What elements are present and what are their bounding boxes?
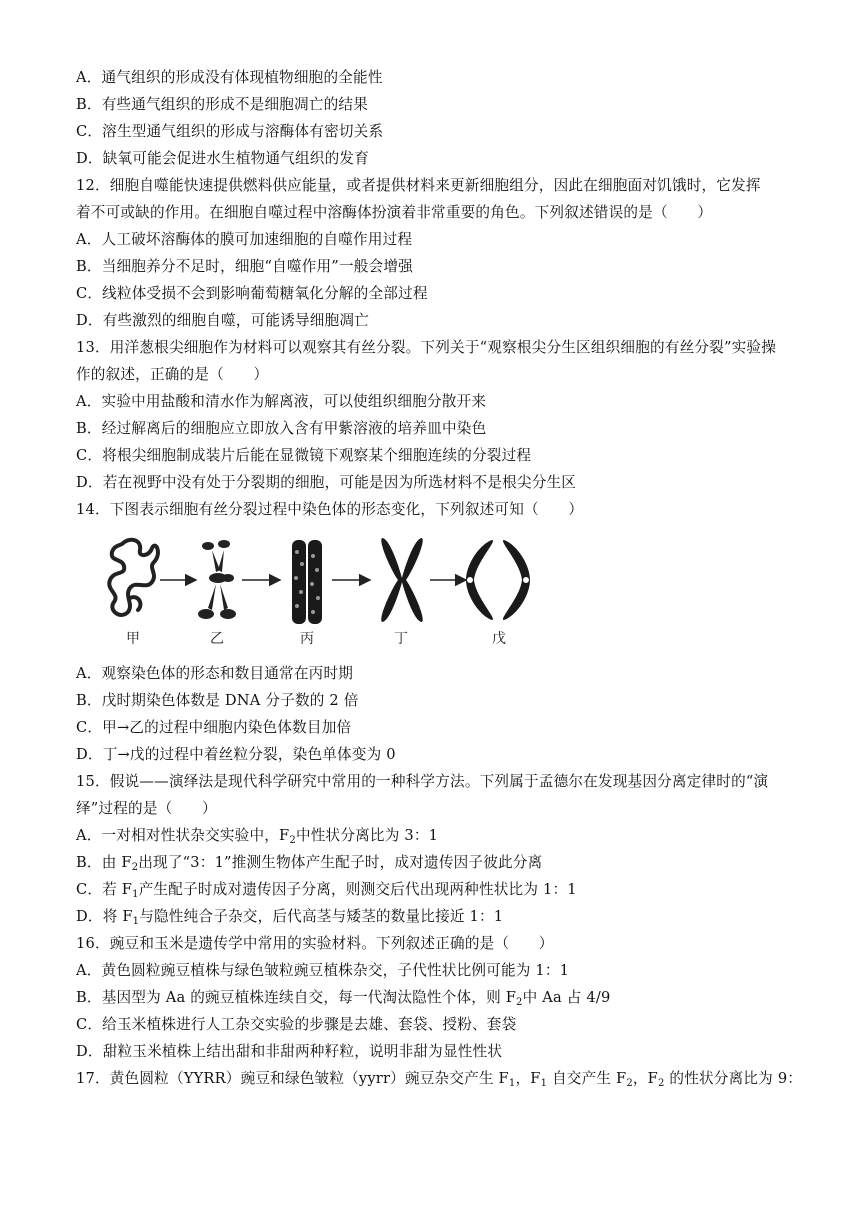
q11-option-a: A．通气组织的形成没有体现植物细胞的全能性	[76, 69, 383, 86]
label-yi: 乙	[210, 631, 224, 647]
q13-stem-line1: 13．用洋葱根尖细胞作为材料可以观察其有丝分裂。下列关于“观察根尖分生区组织细胞的有丝分裂”实验操	[76, 339, 777, 356]
chromosome-wu	[466, 540, 530, 620]
q15-stem-line1: 15．假说——演绎法是现代科学研究中常用的一种科学方法。下列属于孟德尔在发现基因分离定律时的“演	[76, 773, 769, 790]
q15-stem-line2: 绎”过程的是（ ）	[76, 800, 217, 817]
q11-option-d: D．缺氧可能会促进水生植物通气组织的发育	[76, 150, 369, 167]
q17-stem: 17．黄色圆粒（YYRR）豌豆和绿色皱粒（yyrr）豌豆杂交产生 $F_1$，$F_1$ 自交产生 $F_2$，$F_2$ 的性状分离比为 9：	[76, 1070, 803, 1089]
q16-option-c: C．给玉米植株进行人工杂交实验的步骤是去雄、套袋、授粉、套袋	[76, 1016, 517, 1033]
q15-option-c: C．若 $F_1$产生配子时成对遗传因子分离，则测交后代出现两种性状比为 1：1	[76, 881, 577, 900]
q12-option-a: A．人工破坏溶酶体的膜可加速细胞的自噬作用过程	[76, 231, 413, 248]
label-ding: 丁	[394, 631, 408, 647]
q11-option-c: C．溶生型通气组织的形成与溶酶体有密切关系	[76, 123, 384, 140]
q16-option-d: D．甜粒玉米植株上结出甜和非甜两种籽粒，说明非甜为显性性状	[76, 1043, 503, 1060]
q16-option-b: B．基因型为 Aa 的豌豆植株连续自交，每一代淘汰隐性个体，则 $F_2$中 Aa 占 4/9	[76, 989, 611, 1008]
q12-stem-line1: 12．细胞自噬能快速提供燃料供应能量，或者提供材料来更新细胞组分，因此在细胞面对饥饿时，它发挥	[76, 177, 761, 194]
label-jia: 甲	[126, 631, 140, 647]
q13-option-c: C．将根尖细胞制成装片后能在显微镜下观察某个细胞连续的分裂过程	[76, 447, 532, 464]
label-bing: 丙	[300, 631, 314, 647]
q14-option-d: D．丁→戊的过程中着丝粒分裂，染色单体变为 0	[76, 746, 396, 763]
q14-option-b: B．戊时期染色体数是 DNA 分子数的 2 倍	[76, 692, 359, 709]
chromatin-jia	[109, 540, 158, 615]
chromosome-ding	[381, 538, 422, 622]
chromosome-figure	[100, 532, 530, 650]
q13-option-d: D．若在视野中没有处于分裂期的细胞，可能是因为所选材料不是根尖分生区	[76, 474, 577, 491]
q13-option-b: B．经过解离后的细胞应立即放入含有甲紫溶液的培养皿中染色	[76, 420, 487, 437]
chromosome-bing	[292, 540, 322, 624]
q14-option-c: C．甲→乙的过程中细胞内染色体数目加倍	[76, 719, 352, 736]
q14-stem: 14．下图表示细胞有丝分裂过程中染色体的形态变化，下列叙述可知（ ）	[76, 501, 584, 518]
q12-option-d: D．有些激烈的细胞自噬，可能诱导细胞凋亡	[76, 312, 369, 329]
chromosome-diagram	[100, 532, 530, 628]
q13-option-a: A．实验中用盐酸和清水作为解离液，可以使组织细胞分散开来	[76, 393, 487, 410]
q15-option-b: B．由 $F_2$出现了“3：1”推测生物体产生配子时，成对遗传因子彼此分离	[76, 854, 543, 873]
q12-option-b: B．当细胞养分不足时，细胞“自噬作用”一般会增强	[76, 258, 413, 275]
q16-stem: 16．豌豆和玉米是遗传学中常用的实验材料。下列叙述正确的是（ ）	[76, 935, 554, 952]
q14-option-a: A．观察染色体的形态和数目通常在丙时期	[76, 665, 354, 682]
q15-option-a: A．一对相对性状杂交实验中，$F_2$中性状分离比为 3：1	[76, 827, 439, 846]
label-wu: 戊	[492, 631, 506, 647]
q12-option-c: C．线粒体受损不会到影响葡萄糖氧化分解的全部过程	[76, 285, 428, 302]
q13-stem-line2: 作的叙述，正确的是（ ）	[76, 366, 269, 383]
chromosome-yi	[198, 540, 236, 619]
q12-stem-line2: 着不可或缺的作用。在细胞自噬过程中溶酶体扮演着非常重要的角色。下列叙述错误的是（ ）	[76, 204, 713, 221]
q15-option-d: D．将 $F_1$与隐性纯合子杂交，后代高茎与矮茎的数量比接近 1：1	[76, 908, 504, 927]
q16-option-a: A．黄色圆粒豌豆植株与绿色皱粒豌豆植株杂交，子代性状比例可能为 1：1	[76, 962, 570, 979]
q11-option-b: B．有些通气组织的形成不是细胞凋亡的结果	[76, 96, 369, 113]
